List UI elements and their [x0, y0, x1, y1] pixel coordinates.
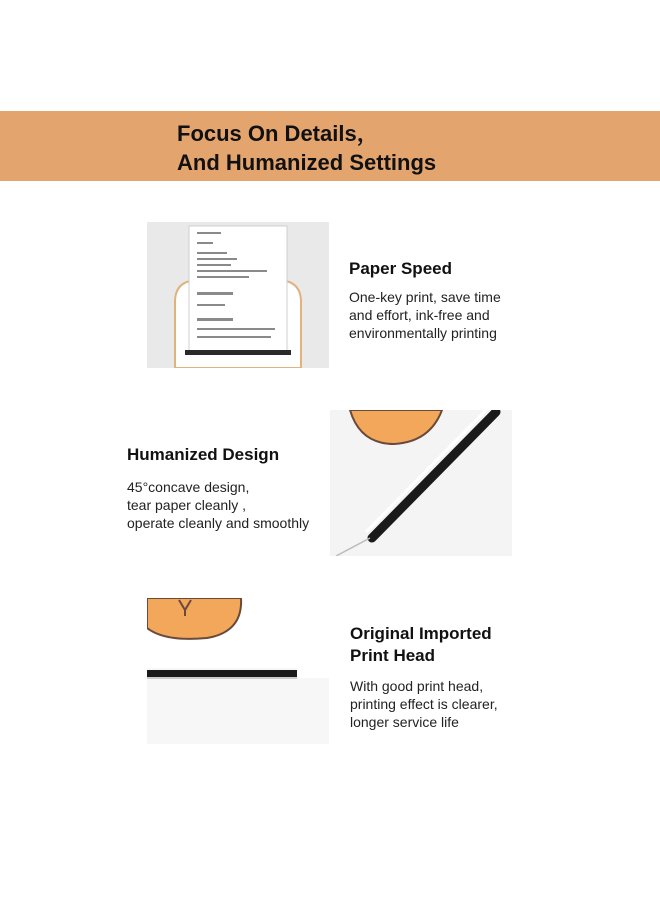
- page-title-line-2: And Humanized Settings: [177, 150, 437, 175]
- paper-speed-desc-line-1: One-key print, save time: [349, 289, 501, 305]
- print-head-desc-line-2: printing effect is clearer,: [350, 696, 498, 712]
- humanized-design-desc-line-1: 45°concave design,: [127, 479, 250, 495]
- print-head-desc-line-1: With good print head,: [350, 678, 484, 694]
- humanized-design-desc-line-2: tear paper cleanly ,: [127, 497, 247, 513]
- paper-speed-photo: [147, 222, 329, 368]
- print-head-desc-line-3: longer service life: [350, 714, 459, 730]
- print-head-description: [350, 677, 498, 731]
- humanized-design-title-line-1: Humanized Design: [127, 445, 280, 464]
- print-head-title: [350, 623, 492, 667]
- paper-speed-desc-line-3: environmentally printing: [349, 325, 497, 341]
- page-title-line-1: Focus On Details，: [177, 121, 379, 146]
- paper-speed-title-line-1: Paper Speed: [349, 259, 452, 278]
- print-head-title-line-2: Print Head: [350, 646, 436, 665]
- humanized-design-desc-line-3: operate cleanly and smoothly: [127, 515, 310, 531]
- paper-speed-description: [349, 288, 501, 342]
- page-title: [177, 119, 436, 177]
- humanized-design-title: [127, 444, 279, 466]
- humanized-design-description: [127, 478, 309, 532]
- paper-speed-title: [349, 258, 452, 280]
- header-banner: [0, 111, 660, 181]
- print-head-title-line-1: Original Imported: [350, 624, 492, 643]
- print-head-photo: [147, 598, 329, 744]
- humanized-design-photo: [330, 410, 512, 556]
- paper-speed-desc-line-2: and effort, ink-free and: [349, 307, 490, 323]
